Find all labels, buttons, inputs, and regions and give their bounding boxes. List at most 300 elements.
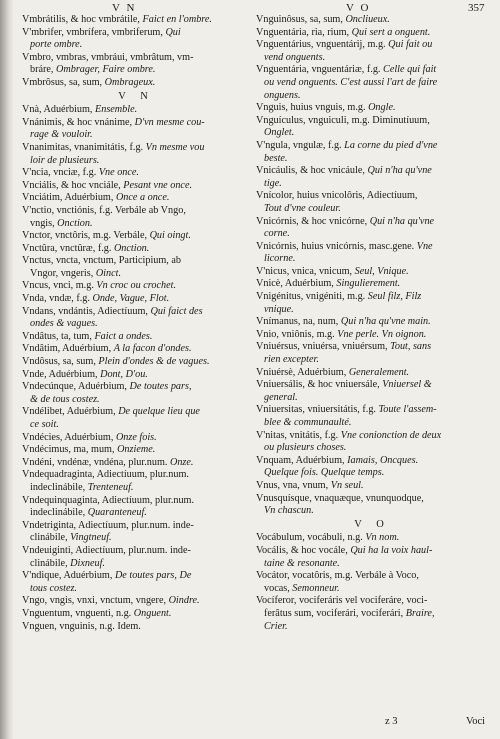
latin-text: Vnusquísque, vnaquæque, vnunquodque, bbox=[256, 492, 424, 504]
entry-line bbox=[22, 142, 250, 155]
dictionary-entry bbox=[256, 493, 488, 518]
entry-line bbox=[256, 329, 488, 342]
dictionary-entry bbox=[22, 621, 250, 634]
dictionary-entry bbox=[22, 545, 250, 570]
french-gloss: Vne once. bbox=[98, 167, 139, 179]
entry-line bbox=[22, 230, 250, 243]
entry-line bbox=[256, 77, 488, 90]
dictionary-entry bbox=[256, 532, 488, 545]
entry-line bbox=[256, 266, 488, 279]
entry-line bbox=[256, 583, 488, 596]
entry-line bbox=[22, 52, 250, 65]
latin-text: clinábile, bbox=[30, 532, 71, 544]
dictionary-entry bbox=[22, 243, 250, 256]
dictionary-entry bbox=[22, 306, 250, 331]
entry-line bbox=[256, 545, 488, 558]
french-gloss: ce soit. bbox=[30, 419, 59, 430]
entry-line bbox=[22, 469, 250, 482]
french-gloss: Onction. bbox=[57, 217, 93, 229]
entry-line bbox=[256, 621, 488, 634]
latin-text: V'nctio, vnctiónis, f.g. Verbále ab Vngo, bbox=[22, 204, 186, 216]
latin-text: V'ndique, Aduérbium, bbox=[22, 570, 115, 582]
latin-text: V'nitas, vnitátis, f.g. bbox=[256, 429, 341, 441]
french-gloss: vnique. bbox=[264, 303, 294, 315]
latin-text: Vnctûra, vnctûræ, f.g. bbox=[22, 242, 114, 254]
entry-line bbox=[256, 532, 488, 545]
entry-line bbox=[256, 505, 488, 518]
latin-text: Vnctus, vncta, vnctum, Participium, ab bbox=[22, 255, 182, 267]
french-gloss: porte ombre. bbox=[30, 39, 83, 51]
entry-line bbox=[22, 457, 250, 470]
latin-text: Vnánimis, & hoc vnánime, bbox=[22, 116, 135, 128]
french-gloss: Vne conionction de deux bbox=[340, 429, 442, 441]
french-gloss: beste. bbox=[264, 152, 288, 164]
entry-line bbox=[256, 304, 488, 317]
dictionary-entry bbox=[22, 117, 250, 142]
latin-text: Vnícolor, huius vnicolôris, Adiectíuum, bbox=[256, 190, 418, 202]
latin-text: Vndecúnque, Aduérbium, bbox=[22, 381, 130, 393]
entry-line bbox=[22, 444, 250, 457]
entry-line bbox=[256, 190, 488, 203]
french-gloss: Onde, Vague, Flot. bbox=[92, 293, 170, 305]
entry-line bbox=[256, 64, 488, 77]
latin-text: Vnímanus, na, num, bbox=[256, 316, 341, 328]
entry-line bbox=[22, 419, 250, 432]
entry-line bbox=[256, 291, 488, 304]
entry-line bbox=[22, 381, 250, 394]
entry-line bbox=[256, 153, 488, 166]
entry-line bbox=[22, 306, 250, 319]
dictionary-entry bbox=[256, 480, 488, 493]
french-gloss: Onze. bbox=[169, 456, 194, 468]
french-gloss: Qui n'ha qu'vne main. bbox=[340, 316, 431, 328]
french-gloss: Tout, sans bbox=[390, 341, 432, 353]
dictionary-entry bbox=[22, 280, 250, 293]
dictionary-entry bbox=[256, 367, 488, 380]
french-gloss: Qui faict des bbox=[150, 305, 203, 317]
entry-line bbox=[256, 216, 488, 229]
latin-text: Vndéni, vndénæ, vndéna, plur.num. bbox=[22, 456, 170, 468]
latin-text: V'ncia, vnciæ, f.g. bbox=[22, 167, 99, 179]
entry-line bbox=[22, 532, 250, 545]
page-number: 357 bbox=[468, 2, 485, 14]
french-gloss: Vn mesme vou bbox=[145, 141, 205, 153]
entry-line bbox=[256, 241, 488, 254]
left-column bbox=[22, 14, 250, 633]
entry-line bbox=[22, 104, 250, 117]
latin-text: Vnicórnis, & hoc vnicórne, bbox=[256, 215, 370, 227]
french-gloss: Ensemble. bbox=[95, 104, 138, 116]
french-gloss: A la facon d'ondes. bbox=[113, 343, 192, 355]
latin-text: Vnquam, Aduérbium, bbox=[256, 454, 348, 466]
right-column bbox=[256, 14, 488, 633]
french-gloss: Seul filz, Filz bbox=[367, 291, 422, 303]
dictionary-entry bbox=[22, 381, 250, 406]
entry-line bbox=[256, 417, 488, 430]
latin-text: Vnigénitus, vnigéniti, m.g. bbox=[256, 291, 368, 303]
latin-text: Vndequinquaginta, Adiectíuum, plur.num. bbox=[22, 494, 195, 506]
dictionary-entry bbox=[256, 329, 488, 342]
french-gloss: Onglet. bbox=[264, 127, 295, 139]
entry-line bbox=[22, 343, 250, 356]
latin-text: Vnctor, vnctôris, m.g. Verbále, bbox=[22, 230, 150, 242]
entry-line bbox=[256, 127, 488, 140]
entry-line bbox=[22, 64, 250, 77]
french-gloss: Vn nom. bbox=[365, 532, 400, 544]
entry-line bbox=[256, 367, 488, 380]
latin-text: clinábile, bbox=[30, 557, 71, 569]
french-gloss: La corne du pied d'vne bbox=[344, 139, 438, 151]
entry-line bbox=[256, 178, 488, 191]
dictionary-entry bbox=[256, 190, 488, 215]
dictionary-entry bbox=[22, 457, 250, 470]
latin-text: Vocábulum, vocábuli, n.g. bbox=[256, 532, 366, 544]
french-gloss: ou plusieurs choses. bbox=[264, 442, 347, 454]
latin-text: Vocátor, vocatôris, m.g. Verbále à Voco, bbox=[256, 570, 419, 582]
entry-line bbox=[22, 394, 250, 407]
french-gloss: licorne. bbox=[264, 253, 296, 265]
entry-line bbox=[256, 570, 488, 583]
french-gloss: Crier. bbox=[264, 620, 288, 632]
entry-line bbox=[22, 331, 250, 344]
dictionary-entry bbox=[22, 520, 250, 545]
french-gloss: Vingtneuf. bbox=[70, 532, 112, 544]
entry-line bbox=[22, 595, 250, 608]
entry-line bbox=[256, 140, 488, 153]
latin-text: Vnus, vna, vnum, bbox=[256, 479, 331, 491]
dictionary-entry bbox=[22, 469, 250, 494]
entry-line bbox=[256, 379, 488, 392]
dictionary-entry bbox=[22, 167, 250, 180]
dictionary-entry bbox=[256, 379, 488, 404]
latin-text: V'ngula, vngulæ, f.g. bbox=[256, 139, 345, 151]
entry-line bbox=[256, 608, 488, 621]
french-gloss: Toute l'assem- bbox=[378, 404, 437, 416]
dictionary-entry bbox=[22, 77, 250, 90]
dictionary-entry bbox=[22, 230, 250, 243]
latin-text: Vngor, vngeris, bbox=[30, 267, 96, 279]
entry-line bbox=[22, 482, 250, 495]
french-gloss: tige. bbox=[264, 177, 282, 189]
latin-text: Vnguentária, vnguentáriæ, f.g. bbox=[256, 64, 384, 76]
french-gloss: Vn chascun. bbox=[264, 505, 314, 517]
entry-line bbox=[22, 520, 250, 533]
french-gloss: Singulierement. bbox=[336, 278, 401, 290]
latin-text: Vnda, vndæ, f.g. bbox=[22, 293, 93, 305]
french-gloss: Onzieme. bbox=[117, 444, 156, 456]
french-gloss: Trenteneuf. bbox=[87, 481, 134, 493]
latin-text: Vnguis, huius vnguis, m.g. bbox=[256, 102, 369, 114]
entry-line bbox=[256, 467, 488, 480]
dictionary-entry bbox=[22, 343, 250, 356]
entry-line bbox=[22, 406, 250, 419]
entry-line bbox=[22, 117, 250, 130]
french-gloss: Oncliueux. bbox=[345, 14, 390, 25]
latin-text: Vnguentum, vnguenti, n.g. bbox=[22, 607, 134, 619]
latin-text: Vngo, vngis, vnxi, vnctum, vngere, bbox=[22, 595, 169, 607]
dictionary-entry bbox=[22, 255, 250, 280]
french-gloss: Quaranteneuf. bbox=[87, 507, 147, 519]
dictionary-entry bbox=[256, 115, 488, 140]
entry-line bbox=[22, 558, 250, 571]
entry-line bbox=[256, 52, 488, 65]
dictionary-entry bbox=[256, 455, 488, 480]
dictionary-entry bbox=[256, 216, 488, 241]
latin-text: Vnde, Aduérbium, bbox=[22, 368, 101, 380]
entry-line bbox=[22, 205, 250, 218]
entry-line bbox=[22, 318, 250, 331]
entry-line bbox=[256, 39, 488, 52]
latin-text: Vndôsus, sa, sum, bbox=[22, 356, 99, 368]
latin-text: Vndâtus, ta, tum, bbox=[22, 330, 95, 342]
entry-line bbox=[22, 155, 250, 168]
latin-text: Vndécimus, ma, mum, bbox=[22, 444, 118, 456]
latin-text: vocas, bbox=[264, 582, 293, 594]
latin-text: vngis, bbox=[30, 217, 58, 229]
entry-line bbox=[22, 621, 250, 634]
latin-text: ferâtus sum, vociferári, vociferári, bbox=[264, 607, 406, 619]
dictionary-entry bbox=[22, 205, 250, 230]
latin-text: Vndélibet, Aduérbium, bbox=[22, 406, 119, 418]
latin-text: Vmbro, vmbras, vmbráui, vmbrâtum, vm- bbox=[22, 51, 194, 63]
entry-line bbox=[256, 404, 488, 417]
entry-line bbox=[256, 392, 488, 405]
french-gloss: Vniuersel & bbox=[382, 379, 432, 391]
latin-text: Vnciátim, Aduérbium, bbox=[22, 192, 116, 204]
entry-line bbox=[256, 558, 488, 571]
entry-line bbox=[256, 480, 488, 493]
dictionary-entry bbox=[22, 432, 250, 445]
french-gloss: onguens. bbox=[264, 89, 301, 101]
french-gloss: Onze fois. bbox=[115, 431, 157, 443]
french-gloss: Celle qui fait bbox=[383, 64, 437, 76]
dictionary-entry bbox=[22, 192, 250, 205]
entry-line bbox=[22, 356, 250, 369]
french-gloss: Once a once. bbox=[115, 192, 170, 204]
entry-line bbox=[22, 268, 250, 281]
entry-line bbox=[22, 129, 250, 142]
catchword: Voci bbox=[466, 716, 486, 727]
french-gloss: De toutes pars, De bbox=[114, 570, 192, 582]
dictionary-entry bbox=[256, 545, 488, 570]
french-gloss: Plein d'ondes & de vagues. bbox=[98, 356, 210, 368]
entry-line bbox=[22, 77, 250, 90]
section-heading: V O bbox=[354, 518, 390, 530]
entry-line bbox=[256, 354, 488, 367]
entry-line bbox=[256, 203, 488, 216]
dictionary-entry bbox=[256, 341, 488, 366]
dictionary-entry bbox=[256, 39, 488, 64]
dictionary-entry bbox=[256, 14, 488, 27]
french-gloss: vend onguents. bbox=[264, 51, 326, 63]
dictionary-entry bbox=[256, 316, 488, 329]
french-gloss: ou vend onguents. C'est aussi l'art de faire bbox=[264, 76, 438, 88]
running-head-center: V O bbox=[346, 2, 371, 14]
french-gloss: Qui fait ou bbox=[388, 39, 433, 51]
dictionary-entry bbox=[256, 140, 488, 165]
french-gloss: D'vn mesme cou- bbox=[134, 116, 205, 128]
latin-text: Vmbrátilis, & hoc vmbrátile, bbox=[22, 14, 143, 25]
latin-text: V'nicus, vnica, vnicum, bbox=[256, 265, 355, 277]
entry-line bbox=[22, 293, 250, 306]
entry-line bbox=[22, 192, 250, 205]
latin-text: Vocíferor, vociferáris vel vociferáre, voci- bbox=[256, 595, 428, 607]
dictionary-entry bbox=[22, 444, 250, 457]
latin-text: Vniuersitas, vniuersitátis, f.g. bbox=[256, 404, 379, 416]
entry-line bbox=[22, 432, 250, 445]
dictionary-entry bbox=[22, 27, 250, 52]
dictionary-entry bbox=[256, 27, 488, 40]
dictionary-entry bbox=[256, 278, 488, 291]
latin-text: Vniuersális, & hoc vniuersále, bbox=[256, 379, 383, 391]
latin-text: indeclinábile, bbox=[30, 481, 88, 493]
french-gloss: Dixneuf. bbox=[70, 557, 105, 569]
dictionary-entry bbox=[256, 165, 488, 190]
dictionary-entry bbox=[256, 570, 488, 595]
french-gloss: De quelque lieu que bbox=[118, 406, 200, 418]
entry-line bbox=[22, 570, 250, 583]
latin-text: Vnio, vniônis, m.g. bbox=[256, 328, 338, 340]
dictionary-entry bbox=[256, 266, 488, 279]
entry-line bbox=[22, 243, 250, 256]
entry-line bbox=[22, 369, 250, 382]
dictionary-entry bbox=[22, 595, 250, 608]
entry-line bbox=[22, 39, 250, 52]
dictionary-entry bbox=[256, 291, 488, 316]
entry-line bbox=[22, 507, 250, 520]
french-gloss: rage & vouloir. bbox=[30, 129, 93, 141]
entry-line bbox=[22, 14, 250, 27]
french-gloss: Dont, D'ou. bbox=[100, 368, 148, 380]
entry-line bbox=[256, 102, 488, 115]
latin-text: Vnguinôsus, sa, sum, bbox=[256, 14, 346, 25]
french-gloss: Ombrager, Faire ombre. bbox=[56, 64, 156, 76]
latin-text: Vnicáulis, & hoc vnicáule, bbox=[256, 165, 368, 177]
dictionary-entry bbox=[22, 142, 250, 167]
french-gloss: Oindre. bbox=[168, 595, 200, 607]
french-gloss: Qui n'ha qu'vne bbox=[367, 165, 432, 177]
french-gloss: Semonneur. bbox=[292, 582, 340, 594]
entry-line bbox=[22, 167, 250, 180]
dictionary-entry bbox=[256, 404, 488, 429]
latin-text: bráre, bbox=[30, 64, 57, 76]
entry-line bbox=[256, 90, 488, 103]
section-heading: V N bbox=[118, 90, 154, 102]
french-gloss: De toutes pars, bbox=[129, 381, 192, 393]
entry-line bbox=[256, 253, 488, 266]
dictionary-entry bbox=[22, 570, 250, 595]
latin-text: Vnguentárius, vnguentárij, m.g. bbox=[256, 39, 389, 51]
french-gloss: Faict a ondes. bbox=[94, 330, 153, 342]
latin-text: Vndans, vndántis, Adiectíuum, bbox=[22, 305, 151, 317]
french-gloss: Ombrageux. bbox=[104, 76, 156, 88]
french-gloss: rien excepter. bbox=[264, 354, 319, 366]
entry-line bbox=[256, 341, 488, 354]
french-gloss: Faict en l'ombre. bbox=[142, 14, 212, 25]
french-gloss: & de tous costez. bbox=[30, 393, 100, 405]
french-gloss: Vne perle. Vn oignon. bbox=[337, 328, 427, 340]
entry-line bbox=[256, 595, 488, 608]
entry-line bbox=[256, 115, 488, 128]
latin-text: V'mbrifer, vmbrífera, vmbriferum, bbox=[22, 26, 166, 38]
dictionary-entry bbox=[256, 430, 488, 455]
french-gloss: Braire, bbox=[405, 607, 435, 619]
latin-text: Vncus, vnci, m.g. bbox=[22, 280, 97, 292]
french-gloss: corne. bbox=[264, 228, 290, 240]
french-gloss: Generalement. bbox=[348, 366, 410, 378]
french-gloss: Ongle. bbox=[368, 102, 396, 114]
dictionary-entry bbox=[22, 104, 250, 117]
entry-line bbox=[22, 495, 250, 508]
latin-text: Vnà, Aduérbium, bbox=[22, 104, 95, 116]
french-gloss: ondes & vagues. bbox=[30, 318, 98, 330]
latin-text: Vnciális, & hoc vnciále, bbox=[22, 179, 124, 191]
french-gloss: Onguent. bbox=[133, 607, 172, 619]
latin-text: Vmbrôsus, sa, sum, bbox=[22, 76, 105, 88]
latin-text: Vndécies, Aduérbium, bbox=[22, 431, 116, 443]
latin-text: Vndetriginta, Adiectíuum, plur.num. inde- bbox=[22, 519, 194, 531]
entry-line bbox=[22, 545, 250, 558]
dictionary-entry bbox=[256, 241, 488, 266]
dictionary-entry bbox=[22, 495, 250, 520]
latin-text: Vocális, & hoc vocále, bbox=[256, 544, 351, 556]
entry-line bbox=[22, 280, 250, 293]
entry-line bbox=[256, 228, 488, 241]
french-gloss: Seul, Vnique. bbox=[354, 265, 409, 277]
entry-line bbox=[256, 455, 488, 468]
french-gloss: Qui oingt. bbox=[149, 230, 191, 242]
french-gloss: loir de plusieurs. bbox=[30, 154, 100, 166]
french-gloss: Oinct. bbox=[95, 267, 121, 279]
dictionary-entry bbox=[256, 102, 488, 115]
french-gloss: Qui sert a onguent. bbox=[351, 26, 431, 38]
dictionary-entry bbox=[22, 608, 250, 621]
latin-text: Vnicórnis, huius vnicórnis, masc.gene. bbox=[256, 240, 417, 252]
french-gloss: Pesant vne once. bbox=[123, 179, 193, 191]
latin-text: Vndâtim, Aduérbium, bbox=[22, 343, 114, 355]
french-gloss: Qui bbox=[165, 26, 181, 38]
latin-text: Vnanimitas, vnanimitátis, f.g. bbox=[22, 141, 146, 153]
latin-text: indeclinábile, bbox=[30, 507, 88, 519]
dictionary-entry bbox=[22, 369, 250, 382]
dictionary-entry bbox=[22, 180, 250, 193]
dictionary-entry bbox=[22, 293, 250, 306]
dictionary-entry bbox=[22, 331, 250, 344]
french-gloss: Iamais, Oncques. bbox=[347, 454, 419, 466]
entry-line bbox=[256, 14, 488, 27]
french-gloss: Tout d'vne couleur. bbox=[264, 202, 341, 214]
french-gloss: tous costez. bbox=[30, 582, 77, 594]
entry-line bbox=[22, 583, 250, 596]
entry-line bbox=[256, 442, 488, 455]
latin-text: Vnguentária, ria, rium, bbox=[256, 26, 352, 38]
french-gloss: Qui ha la voix haul- bbox=[350, 544, 433, 556]
french-gloss: taine & resonante. bbox=[264, 557, 340, 569]
latin-text: Vnguen, vnguinis, n.g. Idem. bbox=[22, 620, 141, 632]
latin-text: Vndeuiginti, Adiectíuum, plur.num. inde- bbox=[22, 544, 191, 556]
latin-text: Vniuérsus, vniuérsa, vniuérsum, bbox=[256, 341, 391, 353]
french-gloss: Qui n'ha qu'vne bbox=[369, 215, 435, 227]
entry-line bbox=[22, 27, 250, 40]
latin-text: Vndequadraginta, Adiectíuum, plur.num. bbox=[22, 469, 189, 481]
dictionary-entry bbox=[22, 356, 250, 369]
signature-mark: z 3 bbox=[385, 716, 398, 727]
latin-text: Vnguículus, vnguiculi, m.g. Diminutíuum, bbox=[256, 114, 430, 126]
entry-line bbox=[22, 218, 250, 231]
french-gloss: Vn croc ou crochet. bbox=[96, 280, 177, 292]
dictionary-entry bbox=[22, 52, 250, 77]
entry-line bbox=[256, 27, 488, 40]
